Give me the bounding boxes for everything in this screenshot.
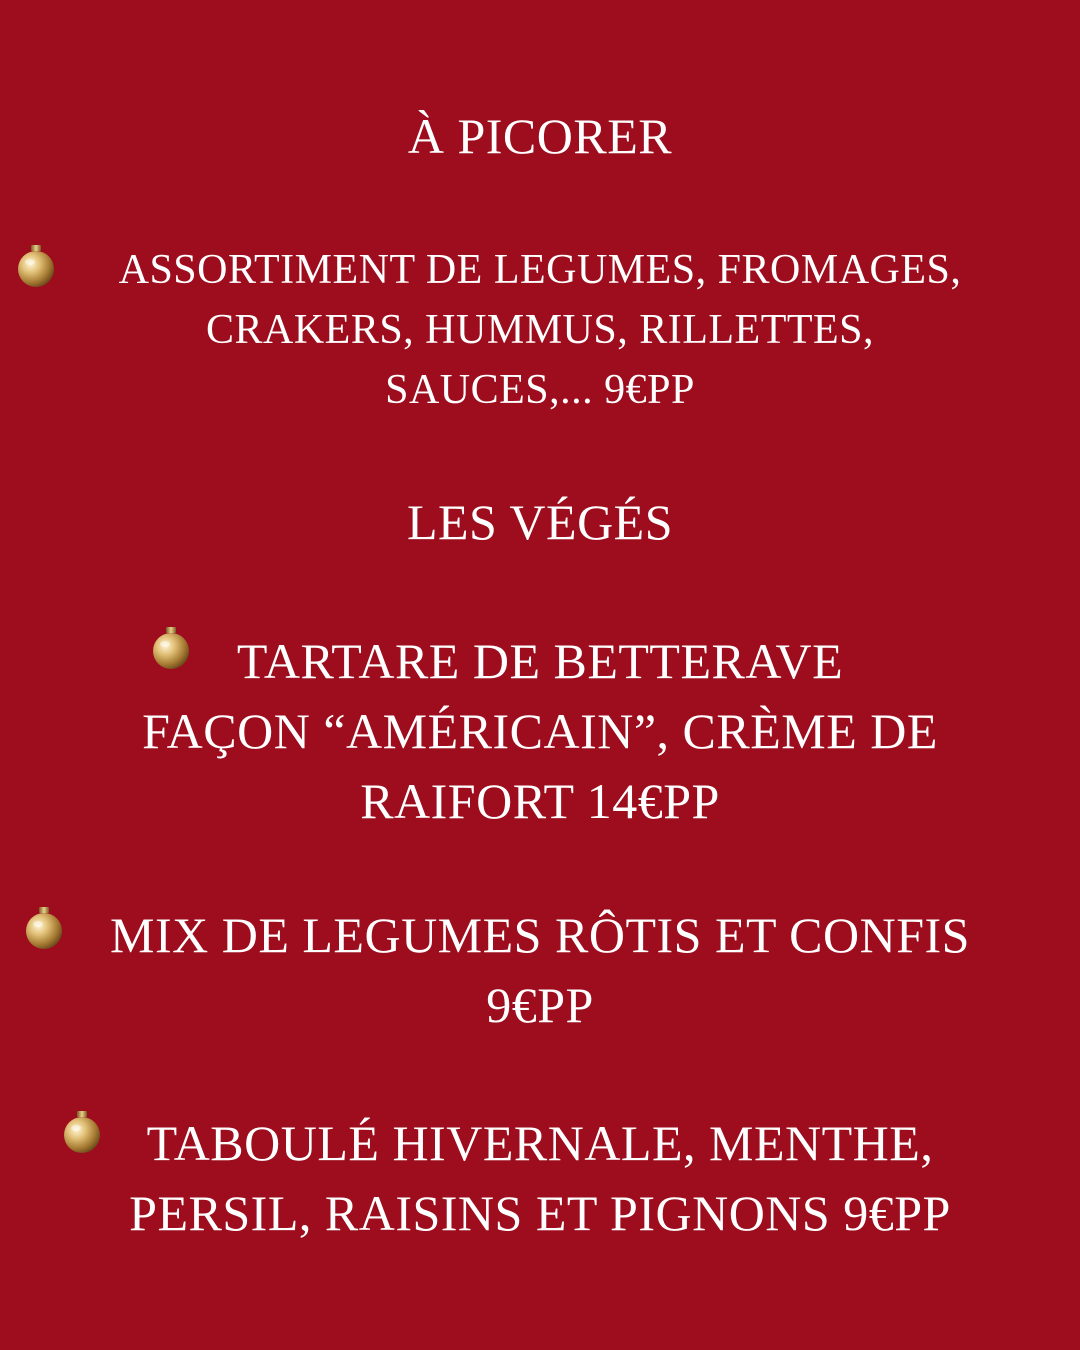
- menu-item-line: MIX DE LEGUMES RÔTIS ET CONFIS: [110, 907, 970, 963]
- section-title-veges: LES VÉGÉS: [406, 494, 674, 550]
- menu-item-line: SAUCES,... 9€PP: [385, 367, 695, 413]
- menu-item-line: 9€PP: [486, 977, 594, 1033]
- menu-item-line: TARTARE DE BETTERAVE: [236, 633, 844, 689]
- menu-item-taboule: [0, 1108, 1080, 1248]
- menu-item-line: PERSIL, RAISINS ET PIGNONS 9€PP: [129, 1185, 951, 1241]
- menu-item-tartare: [0, 626, 1080, 836]
- menu-item-mix-legumes: [0, 900, 1080, 1040]
- menu-item-assortiment: [0, 240, 1080, 420]
- menu-item-line: FAÇON “AMÉRICAIN”, CRÈME DE: [142, 703, 938, 759]
- menu-item-line: TABOULÉ HIVERNALE, MENTHE,: [146, 1115, 934, 1171]
- menu-item-line: CRAKERS, HUMMUS, RILLETTES,: [205, 307, 875, 353]
- section-title-picorer: À PICORER: [407, 108, 673, 164]
- menu-item-line: RAIFORT 14€PP: [360, 773, 720, 829]
- menu-item-line: ASSORTIMENT DE LEGUMES, FROMAGES,: [118, 247, 962, 293]
